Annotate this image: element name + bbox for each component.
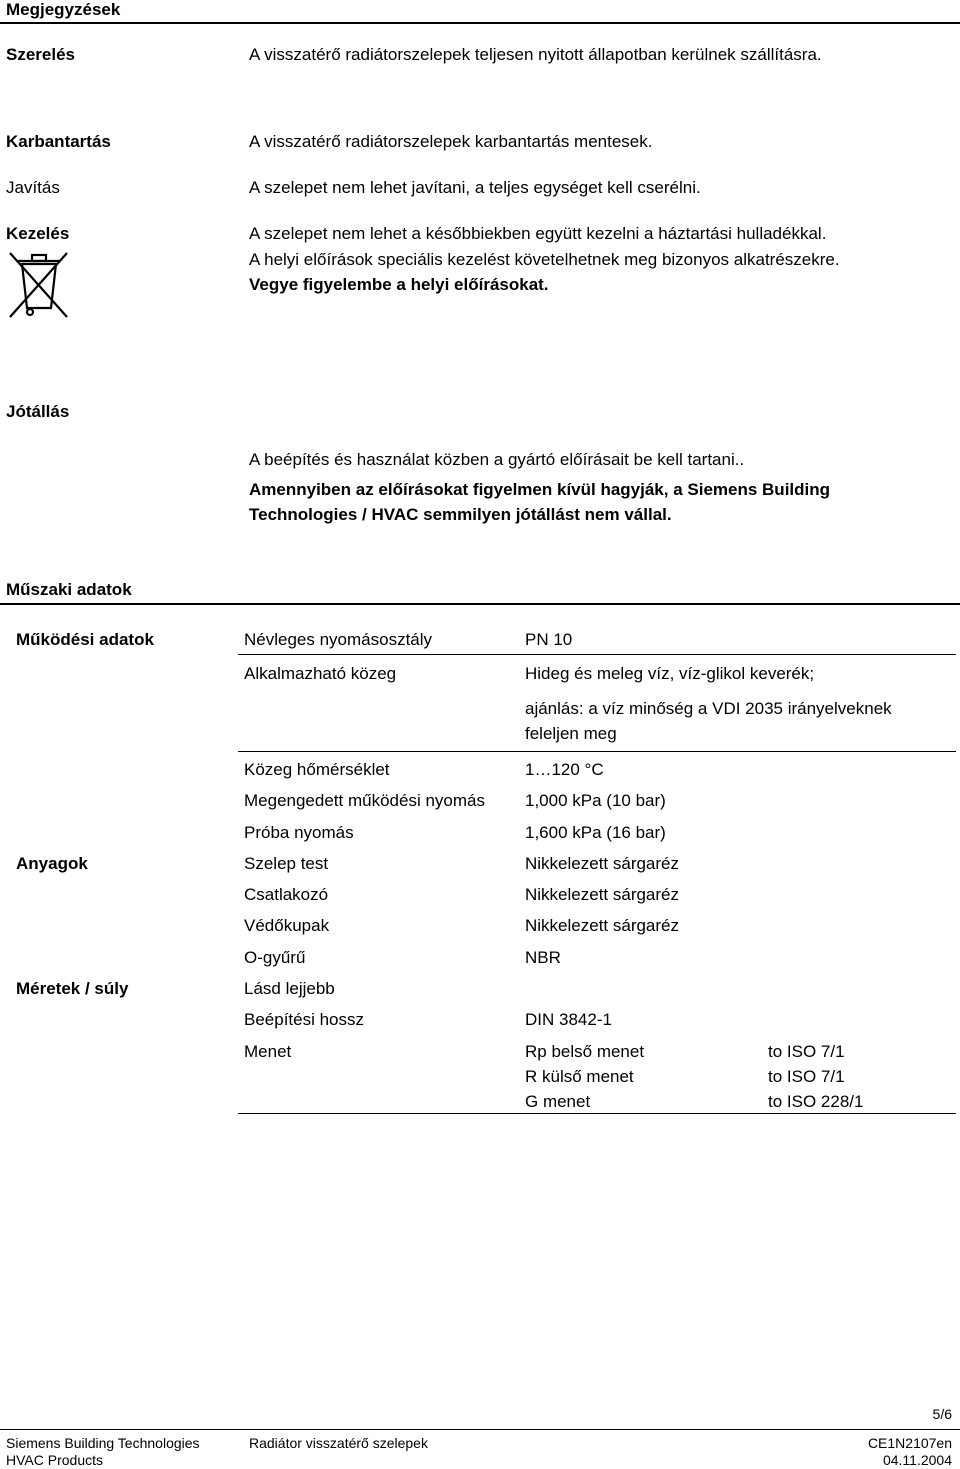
warranty-line-3: Technologies / HVAC semmilyen jótállást nem vállal.: [249, 505, 672, 524]
installation-label: Szerelés: [6, 45, 75, 64]
repair-label: Javítás: [6, 178, 60, 197]
maintenance-text: A visszatérő radiátorszelepek karbantartás mentesek.: [249, 132, 653, 151]
warranty-title: Jótállás: [6, 402, 70, 421]
row-value: ajánlás: a víz minőség a VDI 2035 irányelveknek: [525, 699, 892, 718]
header-rule: [0, 22, 960, 24]
tech-rule: [0, 603, 960, 605]
warranty-line-2: Amennyiben az előírásokat figyelmen kívül hagyják, a Siemens Building: [249, 480, 831, 499]
group-operating: Működési adatok: [16, 630, 154, 649]
row-label: Alkalmazható közeg: [244, 664, 397, 683]
crossed-out-wheelie-bin-icon: [8, 250, 70, 320]
row-label: Próba nyomás: [244, 823, 354, 842]
table-rule: [238, 1113, 956, 1114]
footer-doc-title: Radiátor visszatérő szelepek: [249, 1435, 428, 1451]
disposal-line-3: Vegye figyelembe a helyi előírásokat.: [249, 275, 549, 294]
row-value: 1,000 kPa (10 bar): [525, 791, 666, 810]
row-value: 1,600 kPa (16 bar): [525, 823, 666, 842]
row-label: Lásd lejjebb: [244, 979, 335, 998]
thread-standard: to ISO 7/1: [768, 1067, 845, 1086]
row-value: NBR: [525, 948, 561, 967]
thread-label: Menet: [244, 1042, 292, 1061]
row-value: 1…120 °C: [525, 760, 604, 779]
row-value: DIN 3842-1: [525, 1010, 612, 1029]
footer-company: Siemens Building Technologies: [6, 1435, 200, 1451]
footer-division: HVAC Products: [6, 1452, 103, 1468]
footer-rule: [0, 1429, 960, 1430]
disposal-line-2: A helyi előírások speciális kezelést követelhetnek meg bizonyos alkatrészekre.: [249, 250, 840, 269]
row-value: Nikkelezett sárgaréz: [525, 854, 680, 873]
row-label: Szelep test: [244, 854, 329, 873]
row-value: Nikkelezett sárgaréz: [525, 916, 680, 935]
repair-text: A szelepet nem lehet javítani, a teljes egységet kell cserélni.: [249, 178, 701, 197]
thread-type: G menet: [525, 1092, 591, 1111]
maintenance-label: Karbantartás: [6, 132, 111, 151]
table-rule: [238, 654, 956, 655]
tech-title: Műszaki adatok: [6, 580, 132, 599]
table-rule: [238, 751, 956, 752]
row-value: feleljen meg: [525, 724, 617, 743]
thread-standard: to ISO 228/1: [768, 1092, 864, 1111]
row-label: Névleges nyomásosztály: [244, 630, 433, 649]
row-label: O-gyűrű: [244, 948, 306, 967]
disposal-line-1: A szelepet nem lehet a későbbiekben együtt kezelni a háztartási hulladékkal.: [249, 224, 827, 243]
row-label: Védőkupak: [244, 916, 330, 935]
row-label: Beépítési hossz: [244, 1010, 365, 1029]
group-dimensions: Méretek / súly: [16, 979, 129, 998]
thread-type: R külső menet: [525, 1067, 634, 1086]
installation-text: A visszatérő radiátorszelepek teljesen nyitott állapotban kerülnek szállításra.: [249, 45, 822, 64]
thread-type: Rp belső menet: [525, 1042, 645, 1061]
page-number: 5/6: [932, 1406, 952, 1422]
footer-date: 04.11.2004: [882, 1452, 952, 1468]
warranty-line-1: A beépítés és használat közben a gyártó előírásait be kell tartani..: [249, 450, 745, 469]
page-header-title: Megjegyzések: [6, 0, 121, 19]
row-label: Megengedett működési nyomás: [244, 791, 485, 810]
footer-doc-id: CE1N2107en: [867, 1435, 952, 1451]
disposal-label: Kezelés: [6, 224, 70, 243]
row-label: Csatlakozó: [244, 885, 329, 904]
row-label: Közeg hőmérséklet: [244, 760, 390, 779]
thread-standard: to ISO 7/1: [768, 1042, 845, 1061]
row-value: PN 10: [525, 630, 573, 649]
row-value: Nikkelezett sárgaréz: [525, 885, 680, 904]
row-value: Hideg és meleg víz, víz-glikol keverék;: [525, 664, 815, 683]
group-materials: Anyagok: [16, 854, 88, 873]
